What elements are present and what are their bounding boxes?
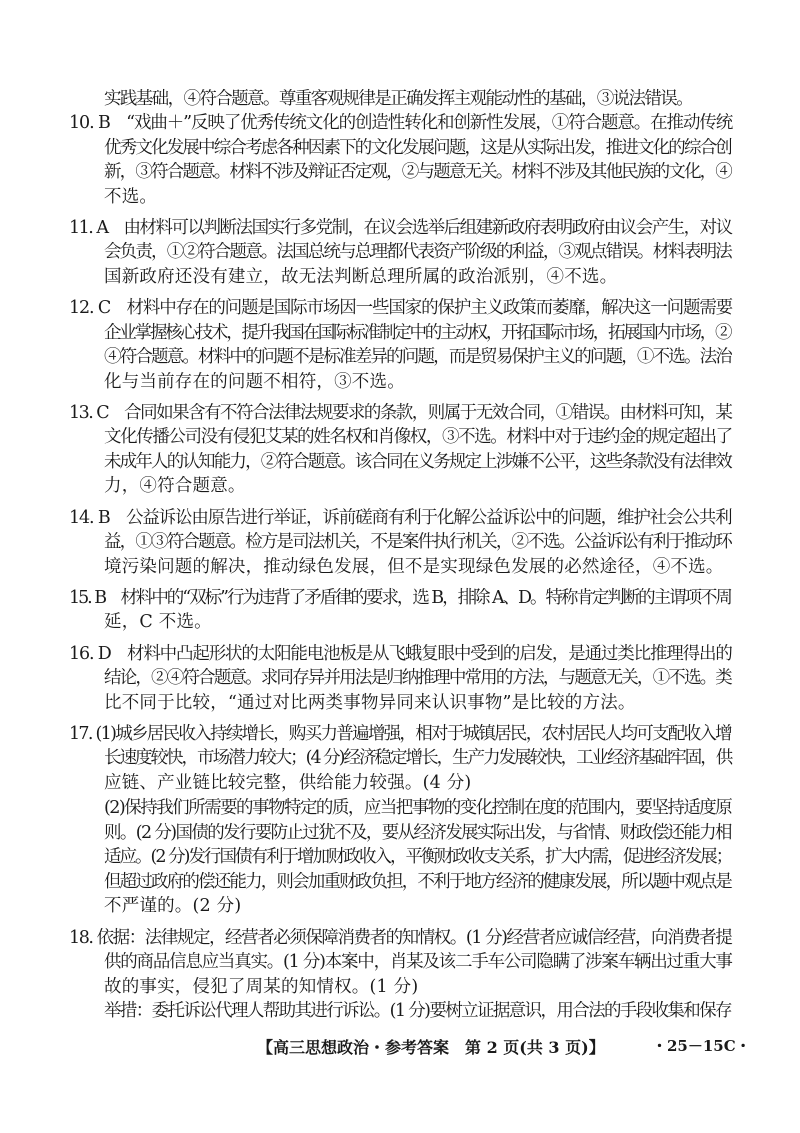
answer-line: 会负责，①②符合题意。法国总统与总理都代表资产阶级的利益，③观点错误。材料表明法 [104,242,731,262]
answer-line: 供的商品信息应当真实。(1 分)本案中，肖某及该二手车公司隐瞒了涉案车辆出过重大事 [104,952,732,972]
answer-line: 17. (1)城乡居民收入持续增长，购买力普遍增强，相对于城镇居民，农村居民人均可支配收入增 [69,724,731,744]
answer-line: 化与当前存在的问题不相符，③不选。 [104,372,405,392]
answer-line: 比不同于比较，“通过对比两类事物异同来认识事物”是比较的方法。 [104,693,636,713]
answer-line: 16. D 材料中凸起形状的太阳能电池板是从飞蛾复眼中受到的启发，是通过类比推理得出的 [69,644,732,664]
answer-line: 11. A 由材料可以判断法国实行多党制，在议会选举后组建新政府表明政府由议会产生，对议 [69,218,732,238]
answer-line: 长速度较快，市场潜力较大；(4 分)经济稳定增长，生产力发展较快，工业经济基础牢固，供 [104,748,732,768]
answer-line: 优秀文化发展中综合考虑各种因素下的文化发展问题，这是从实际出发，推进文化的综合创 [104,138,731,158]
answer-line: 18. 依据：法律规定，经营者必须保障消费者的知情权。(1 分)经营者应诚信经营，向消费者提 [69,928,732,948]
answer-line: 实践基础，④符合题意。尊重客观规律是正确发挥主观能动性的基础，③说法错误。 [104,89,693,109]
answer-line: 不选。 [104,187,158,207]
answer-line: 13. C 合同如果含有不符合法律法规要求的条款，则属于无效合同，①错误。由材料可知，某 [69,403,732,423]
answer-line: (2)保持我们所需要的事物特定的质，应当把事物的变化控制在度的范围内，要坚持适度原 [104,798,732,818]
answer-line: 则。(2 分)国债的发行要防止过犹不及，要从经济发展实际出发，与省情、财政偿还能力相 [104,823,731,843]
answer-line: 12. C 材料中存在的问题是国际市场因一些国家的保护主义政策而萎靡，解决这一问题需要 [69,298,733,318]
answer-line: 适应。(2 分)发行国债有利于增加财政收入，平衡财政收支关系，扩大内需，促进经济发展； [104,847,732,867]
answer-line: 企业掌握核心技术，提升我国在国际标准制定中的主动权，开拓国际市场，拓展国内市场，② [104,323,731,343]
answer-line: 应链、产业链比较完整，供给能力较强。(4 分) [104,773,472,793]
answer-line: 延，C 不选。 [104,612,212,632]
answer-line: 15. B 材料中的“双标”行为违背了矛盾律的要求，选 B，排除 A、D。特称肯定判断的主谓项不周 [69,588,731,608]
answer-line: 结论，②④符合题意。求同存异并用法是归纳推理中常用的方法，与题意无关，①不选。类 [104,668,731,688]
answer-line: 未成年人的认知能力，②符合题意。该合同在义务规定上涉嫌不公平，这些条款没有法律效 [104,452,731,472]
answer-line: 举措：委托诉讼代理人帮助其进行诉讼。(1 分)要树立证据意识，用合法的手段收集和保存 [104,1001,731,1021]
answer-line: 国新政府还没有建立，故无法判断总理所属的政治派别，④不选。 [104,267,618,287]
answer-line: 但超过政府的偿还能力，则会加重财政负担，不利于地方经济的健康发展，所以题中观点是 [104,872,731,892]
answer-line: 10. B “戏曲＋”反映了优秀传统文化的创造性转化和创新性发展，①符合题意。在推动传统 [69,113,733,133]
answer-line: 文化传播公司没有侵犯艾某的姓名权和肖像权，③不选。材料中对于违约金的规定超出了 [104,427,732,447]
answer-line: 不严谨的。(2 分) [104,896,242,916]
answer-line: 新，③符合题意。材料不涉及辩证否定观，②与题意无关。材料不涉及其他民族的文化，④ [104,162,731,182]
answer-line: 力，④符合题意。 [104,476,246,496]
answer-line: 益，①③符合题意。检方是司法机关，不是案件执行机关，②不选。公益诉讼有利于推动环 [104,532,731,552]
answer-line: 14. B 公益诉讼由原告进行举证，诉前磋商有利于化解公益诉讼中的问题，维护社会公共利 [69,508,732,528]
document-code: ・25－15C・ [652,1037,751,1055]
answer-line: 故的事实，侵犯了周某的知情权。(1 分) [104,977,419,997]
answer-line: 境污染问题的解决，推动绿色发展，但不是实现绿色发展的必然途径，④不选。 [104,557,724,577]
answer-line: ④符合题意。材料中的问题不是标准差异的问题，而是贸易保护主义的问题，①不选。法治 [104,347,731,367]
page-footer: 【高三思想政治・参考答案 第 2 页(共 3 页)】 [257,1038,605,1057]
